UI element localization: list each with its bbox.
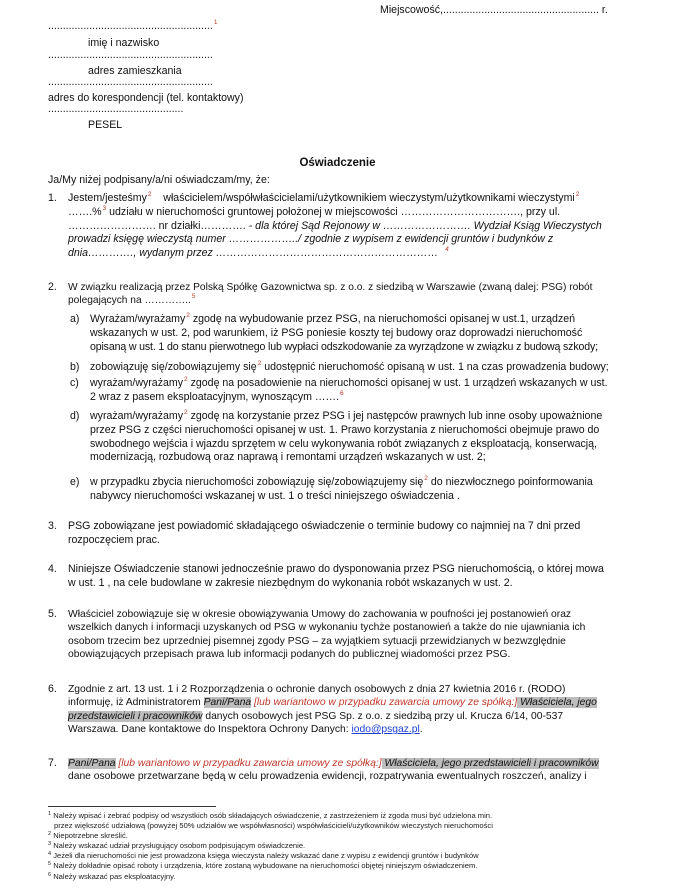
item-7: Pani/Pana [lub wariantowo w przypadku zawarcia umowy ze spółką:] Właściciela, jego przedstawicieli i pracowników dane osobowe przetwarzane będą w celu prowadzenia ewidencji, rozpatrywania ewentualnych roszczeń, analizy i: [68, 758, 599, 783]
pesel-dots[interactable]: ..............................................: [48, 103, 184, 115]
subitem-c: wyrażam/wyrażamy$^2$ zgodę na posadowienie na nieruchomości opisanej w ust. 1 urządzeń wskazanych w ust. 2 wraz z pasem eksploatacyjnym, wynoszącym …….$^6$: [90, 376, 608, 403]
item-number-6: 6.: [48, 683, 57, 695]
item-1: Jestem/jesteśmy$^2$ właścicielem/współwłaścicielami/użytkownikiem wieczystym/użytkownikami wieczystymi$^2$ …….%$^3$ udziału w nieruchomości gruntowej położonej w miejscowości ……………………………., przy ul. ……………………. nr działki…………. - dla której Sąd Rejonowy w ……………………. Wydział Ksiąg Wieczystych prowadzi księgę wieczystą numer ………………../ zgodnie z wypisem z ewidencji gruntów i budynków z dnia…………., wydanym przez ……………………………………………………… $^4$: [68, 191, 602, 260]
item-6: Zgodnie z art. 13 ust. 1 i 2 Rozporządzenia o ochronie danych osobowych z dnia 27 kwietnia 2016 r. (RODO) informuję, iż Administratorem Pani/Pana [lub wariantowo w przypadku zawarcia umowy ze spółką:] Właściciela, jego przedstawicieli i pracowników danych osobowych jest PSG Sp. z o.o. z siedzibą przy ul. Krucza 6/14, 00-537 Warszawa. Dane kontaktowe do Inspektora Ochrony Danych: iodo@psgaz.pl.: [68, 684, 597, 736]
footnote-4: $^4$ Jeżeli dla nieruchomości nie jest prowadzona księga wieczysta należy wskazać dane z wypisu z ewidencji gruntów i budynków: [48, 851, 479, 860]
footnote-2: $^2$ Niepotrzebne skreślić.: [48, 831, 128, 840]
subitem-a: Wyrażam/wyrażamy$^2$ zgodę na wybudowanie przez PSG, na nieruchomości opisanej w ust.1, urządzeń wskazanych w ust. 2, pod warunkiem, iż PSG poniesie koszty tej budowy oraz doprowadzi nieruchomość opisaną w ust. 1 do stanu pierwotnego lub wypłaci odszkodowanie za wyrządzone w związku z budową szkody;: [90, 312, 598, 353]
item-number-5: 5.: [48, 608, 57, 620]
item-3: PSG zobowiązane jest powiadomić składającego oświadczenie o terminie budowy co najmniej na 7 dni przed rozpoczęciem prac.: [68, 520, 581, 546]
subitem-letter-a: a): [70, 313, 80, 325]
footnote-3: $^3$ Należy wskazać udział przysługujący osobom podpisującym oświadczenie.: [48, 841, 306, 850]
address-label: adres zamieszkania: [88, 65, 182, 77]
subitem-d: wyrażam/wyrażamy$^2$ zgodę na korzystanie przez PSG i jej następców prawnych lub inne osoby upoważnione przez PSG z części nieruchomości opisanej w ust. 1. Prawo korzystania z nieruchomości obejmuje prawo do swobodnego wejścia i wjazdu sprzętem w celu wykonywania robót związanych z eksploatacją, konserwacją, modernizacją, rozbudową oraz naprawą i remontami urządzeń wskazanych w ust. 2;: [90, 409, 603, 464]
name-label: imię i nazwisko: [88, 37, 160, 49]
item-number-7: 7.: [48, 757, 57, 769]
subitem-e: w przypadku zbycia nieruchomości zobowiązuję się/zobowiązujemy się$^2$ do niezwłocznego poinformowania nabywcy nieruchomości wskazanej w ust. 1 o treści niniejszego oświadczenia .: [90, 475, 593, 502]
subitem-letter-d: d): [70, 410, 80, 422]
correspondence-label: adres do korespondencji (tel. kontaktowy): [48, 92, 244, 104]
subitem-letter-c: c): [70, 377, 79, 389]
footnote-separator: [48, 806, 216, 807]
subitem-b: zobowiązuję się/zobowiązujemy się$^2$ udostępnić nieruchomość opisaną w ust. 1 na czas prowadzenia budowy;: [90, 360, 609, 373]
footnote-1: $^1$ Należy wpisać i zebrać podpisy od wszystkich osób składających oświadczenie, z zastrzeżeniem iż zgoda musi być udzielona min. przez większość udziałową (powyżej 50% udziałów we współwłasności) współwłaścicieli/użytkowników wieczystych nieruchomości: [48, 811, 493, 830]
item-number-3: 3.: [48, 520, 57, 532]
pesel-label: PESEL: [88, 119, 123, 131]
address-dots[interactable]: ........................................................: [48, 49, 213, 61]
intro-text: Ja/My niżej podpisany/a/ni oświadczam/my, że:: [48, 174, 270, 186]
item-4: Niniejsze Oświadczenie stanowi jednocześnie prawo do dysponowania przez PSG nieruchomością, o której mowa w ust. 1 , na cele budowlane w zakresie niezbędnym do wykonania robót wskazanych w ust. 2.: [68, 563, 604, 589]
place-date-field[interactable]: Miejscowość,..................................................... r.: [380, 4, 608, 16]
item-2: W związku realizacją przez Polską Spółkę Gazownictwa sp. z o.o. z siedzibą w Warszawie (zwaną dalej: PSG) robót polegających na …………..$^5$: [68, 282, 593, 307]
item-5: Właściciel zobowiązuje się w okresie obowiązywania Umowy do zachowania w poufności jej postanowień oraz wszelkich danych i informacji uzyskanych od PSG w wykonaniu tychże postanowień a także do nie ujawniania ich osobom trzecim bez uprzedniej pisemnej zgody PSG – za wyjątkiem sytuacji przewidzianych w bezwzględnie obowiązujących przepisach prawa lub informacji podanych do publicznej wiadomości przez PSG.: [68, 609, 586, 661]
footnote-5: $^5$ Należy dokładnie opisać roboty i urządzenia, które zostaną wybudowane na nieruchomości objętej niniejszym oświadczeniem.: [48, 861, 478, 870]
item-number-2: 2.: [48, 281, 57, 293]
document-title: Oświadczenie: [299, 157, 376, 169]
item-number-4: 4.: [48, 563, 57, 575]
subitem-letter-e: e): [70, 476, 80, 488]
name-dots[interactable]: ........................................................$^1$: [48, 19, 218, 32]
subitem-letter-b: b): [70, 361, 80, 373]
correspondence-dots[interactable]: ........................................................: [48, 76, 213, 88]
item-number-1: 1.: [48, 192, 57, 204]
iodo-email-link[interactable]: iodo@psgaz.pl: [351, 724, 420, 736]
footnote-6: $^6$ Należy wskazać pas eksploatacyjny.: [48, 872, 176, 881]
